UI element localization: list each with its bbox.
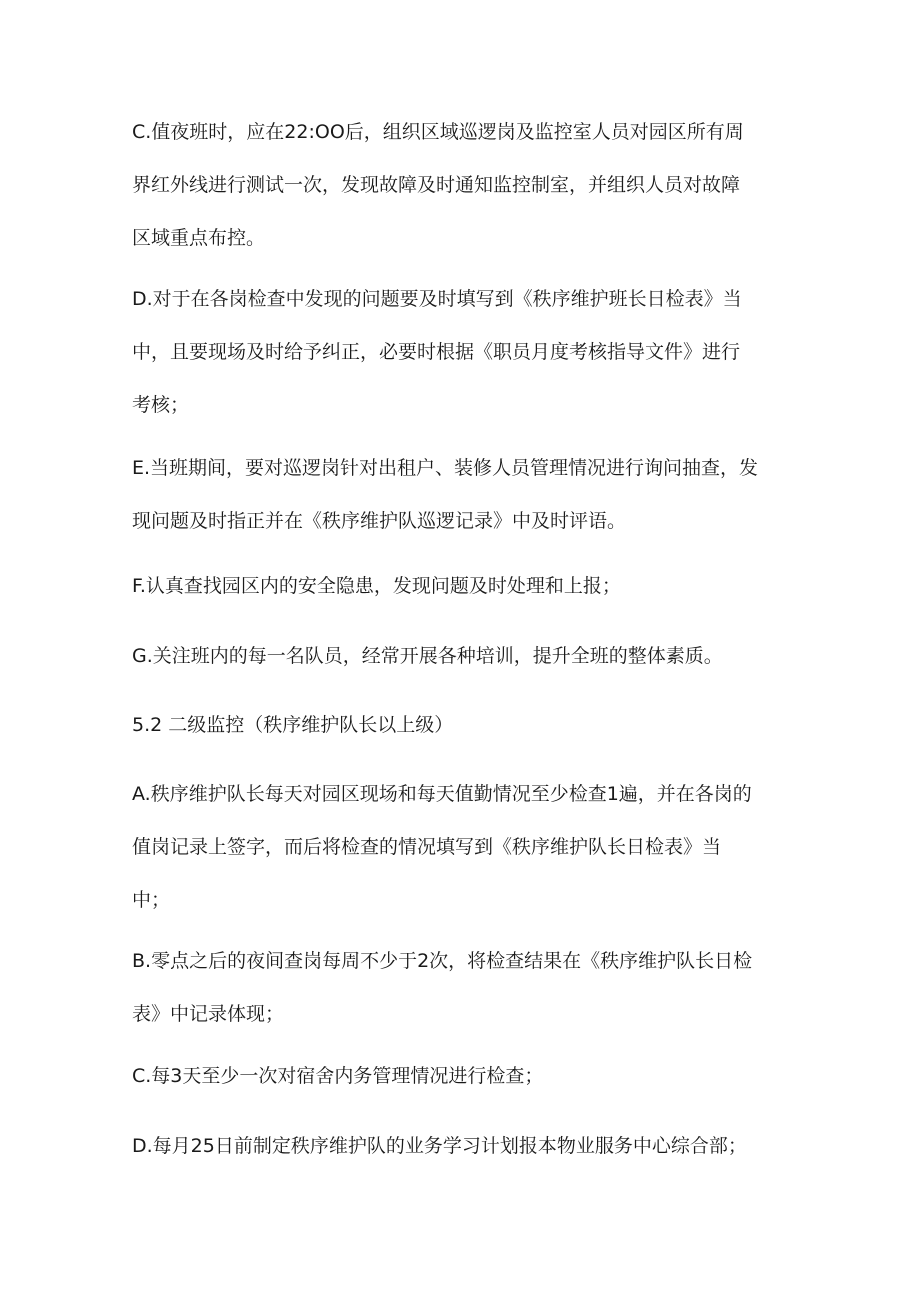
paragraph-g-training xyxy=(132,630,802,683)
paragraph-d-inspection xyxy=(132,273,802,432)
text-line: C.每3天至少一次对宿舍内务管理情况进行检查； xyxy=(132,1065,544,1087)
text-line: 5.2 二级监控（秩序维护队长以上级） xyxy=(132,714,454,736)
paragraph-c-dormitory xyxy=(132,1050,802,1103)
paragraph-f-safety xyxy=(132,560,802,613)
text-line: D.对于在各岗检查中发现的问题要及时填写到《秩序维护班长日检表》当 xyxy=(132,288,742,310)
text-line: 界红外线进行测试一次，发现故障及时通知监控制室，并组织人员对故障 xyxy=(132,174,741,196)
paragraph-a-captain-daily xyxy=(132,768,802,927)
text-line: 考核； xyxy=(132,394,190,416)
text-line: 区域重点布控。 xyxy=(132,227,266,249)
text-line: C.值夜班时，应在22:OO后，组织区域巡逻岗及监控室人员对园区所有周 xyxy=(132,121,744,143)
text-line: G.关注班内的每一名队员，经常开展各种培训，提升全班的整体素质。 xyxy=(132,645,723,667)
text-line: D.每月25日前制定秩序维护队的业务学习计划报本物业服务中心综合部； xyxy=(132,1135,747,1157)
paragraph-d-study-plan xyxy=(132,1120,802,1173)
section-heading-5-2 xyxy=(132,699,802,752)
text-line: B.零点之后的夜间查岗每周不少于2次，将检查结果在《秩序维护队长日检 xyxy=(132,950,753,972)
text-line: E.当班期间，要对巡逻岗针对出租户、装修人员管理情况进行询问抽查，发 xyxy=(132,457,759,479)
paragraph-e-on-duty xyxy=(132,442,802,548)
paragraph-b-night-check xyxy=(132,935,802,1041)
text-line: 值岗记录上签字，而后将检查的情况填写到《秩序维护队长日检表》当 xyxy=(132,836,722,858)
text-line: 现问题及时指正并在《秩序维护队巡逻记录》中及时评语。 xyxy=(132,510,627,532)
text-line: F.认真查找园区内的安全隐患，发现问题及时处理和上报； xyxy=(132,575,621,597)
text-line: A.秩序维护队长每天对园区现场和每天值勤情况至少检查1遍，并在各岗的 xyxy=(132,783,752,805)
text-line: 表》中记录体现； xyxy=(132,1003,285,1025)
text-line: 中； xyxy=(132,889,171,911)
paragraph-c-night-shift xyxy=(132,106,802,265)
text-line: 中，且要现场及时给予纠正，必要时根据《职员月度考核指导文件》进行 xyxy=(132,341,741,363)
